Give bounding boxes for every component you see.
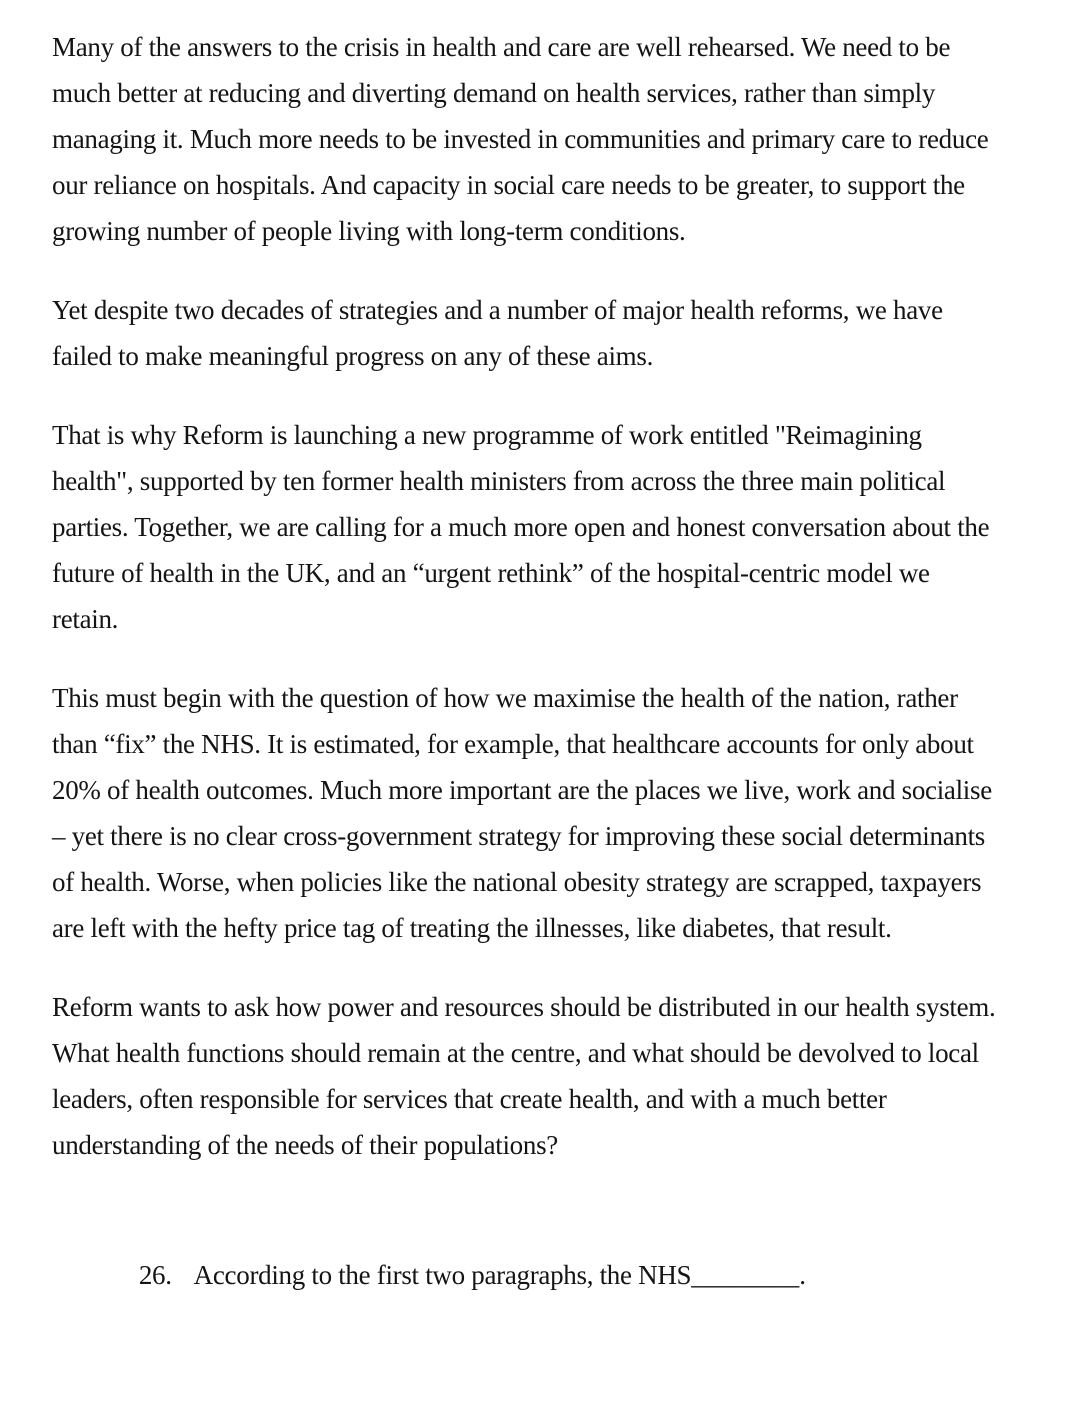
text-line: much better at reducing and diverting demand on health services, rather than simply [52,78,936,108]
text-line: That is why Reform is launching a new programme of work entitled "Reimagining [52,420,922,450]
text-line: Reform wants to ask how power and resources should be distributed in our health system. [52,992,996,1022]
text-line: managing it. Much more needs to be invested in communities and primary care to reduce [52,124,989,154]
question-blank: ________ [691,1260,800,1290]
text-line: are left with the hefty price tag of treating the illnesses, like diabetes, that result. [52,913,892,943]
text-line: growing number of people living with long-term conditions. [52,216,686,246]
question-line [52,1206,1040,1344]
text-line: – yet there is no clear cross-government strategy for improving these social determinants [52,821,986,851]
question-period: . [799,1260,806,1290]
paragraph-3 [52,412,1040,642]
text-line: parties. Together, we are calling for a much more open and honest conversation about the [52,512,990,542]
text-line: This must begin with the question of how we maximise the health of the nation, rather [52,683,958,713]
question-number: 26. [138,1260,172,1290]
text-line: our reliance on hospitals. And capacity in social care needs to be greater, to support the [52,170,965,200]
question-text: According to the first two paragraphs, the NHS [193,1260,692,1290]
text-line: 20% of health outcomes. Much more important are the places we live, work and socialise [52,775,992,805]
text-line: leaders, often responsible for services that create health, and with a much better [52,1084,887,1114]
paragraph-1 [52,24,1040,254]
text-line: Yet despite two decades of strategies and a number of major health reforms, we have [52,295,943,325]
text-line: Many of the answers to the crisis in health and care are well rehearsed. We need to be [52,32,951,62]
text-line: of health. Worse, when policies like the national obesity strategy are scrapped, taxpayers [52,867,982,897]
text-line: understanding of the needs of their populations? [52,1130,558,1160]
text-line: future of health in the UK, and an “urgent rethink” of the hospital-centric model we [52,558,930,588]
paragraph-5 [52,984,1040,1168]
text-line: failed to make meaningful progress on any of these aims. [52,341,654,371]
text-line: than “fix” the NHS. It is estimated, for example, that healthcare accounts for only about [52,729,974,759]
text-line: health", supported by ten former health ministers from across the three main political [52,466,946,496]
paragraph-2 [52,287,1040,379]
text-line: retain. [52,604,119,634]
paragraph-4 [52,675,1040,951]
text-line: What health functions should remain at the centre, and what should be devolved to local [52,1038,979,1068]
